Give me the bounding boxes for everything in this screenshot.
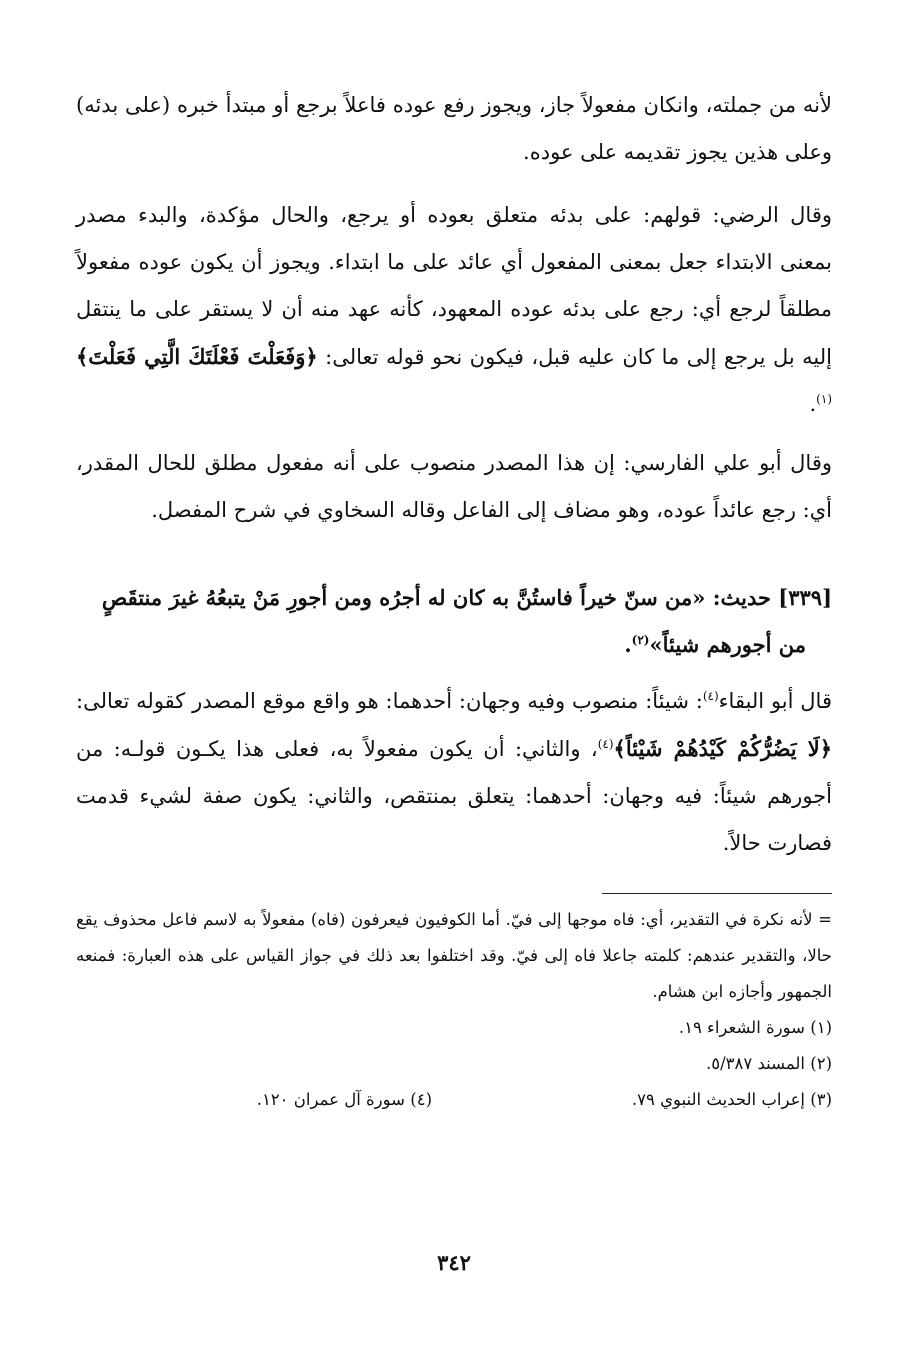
paragraph-3-text: وقال أبو علي الفارسي: إن هذا المصدر منصوب على أنه مفعول مطلق للحال المقدر، أي: رجع عائداً عوده، وهو مضاف إلى الفاعل وقاله السخاوي في شرح المفصل. — [76, 451, 832, 522]
paragraph-1-text: لأنه من جملته، وانكان مفعولاً جاز، ويجوز رفع عوده فاعلاً برجع أو مبتدأ خبره (على بدئه) وعلى هذين يجوز تقديمه على عوده. — [76, 93, 832, 164]
hadith-label: حديث: — [712, 585, 771, 610]
footnote-2: (٢) المسند ٥/٣٨٧. — [705, 1054, 832, 1073]
paragraph-1 — [76, 82, 832, 176]
hadith-text-2: من أجورهم شيئاً» — [649, 632, 806, 657]
paragraph-4 — [76, 678, 832, 867]
paragraph-4-b: : شيئاً: منصوب وفيه وجهان: أحدهما: هو واقع موقع المصدر كقوله تعالى: — [76, 689, 703, 713]
paragraph-2-text: وقال الرضي: قولهم: على بدئه متعلق بعوده أو يرجع، والحال مؤكدة، والبدء مصدر بمعنى الابتداء جعل بمعنى المفعول أي عائد على ما ابتداء. ويجوز أن يكون عوده مفعولاً مطلقاً لرجع أي: رجع على بدئه عوده المعهود، كأنه عهد منه أن لا يستقر على ما ينتقل إليه بل يرجع إلى ما كان عليه قبل، فيكون نحو قوله تعالى: — [76, 203, 832, 369]
page-number: ٣٤٢ — [437, 1250, 471, 1275]
footnote-divider — [602, 893, 832, 894]
hadith-entry — [76, 574, 832, 668]
hadith-continuation — [76, 621, 832, 668]
paragraph-2-end: . — [809, 392, 817, 416]
footnote-ref-2: (٢) — [631, 633, 650, 647]
footnotes — [76, 902, 832, 1118]
hadith-number: [٣٣٩] — [778, 585, 832, 610]
quran-verse: ﴿وَفَعَلْتَ فَعْلَتَكَ الَّتِي فَعَلْتَ﴾ — [76, 344, 318, 369]
quran-verse-2: ﴿لَا يَضُرُّكُمْ كَيْدُهُمْ شَيْئاً﴾ — [613, 736, 832, 761]
hadith-end: . — [624, 632, 632, 657]
footnote-row — [76, 1082, 832, 1118]
footnote-3: (٣) إعراب الحديث النبوي ٧٩. — [631, 1090, 832, 1109]
footnote-4: (٤) سورة آل عمران ١٢٠. — [256, 1090, 432, 1109]
footnote-1: (١) سورة الشعراء ١٩. — [678, 1018, 832, 1037]
footnote-ref-4b: (٤) — [597, 737, 614, 751]
section-gap — [76, 546, 832, 574]
paragraph-4-c: ، والثاني: أن يكون مفعولاً به، فعلى هذا يكـون قولـه: من أجورهم شيئاً: فيه وجهان: أحدهما: يتعلق بمنتقص، والثاني: يكون صفة لشيء قدمت فصارت حالاً. — [76, 737, 832, 855]
paragraph-2 — [76, 192, 832, 428]
footnote-ref-4a: (٤) — [702, 689, 719, 703]
paragraph-4-a: قال أبو البقاء — [718, 689, 832, 713]
hadith-text: «من سنّ خيراً فاستُنَّ به كان له أجرُه ومن أجورِ مَنْ يتبعُهُ غيرَ منتقَصٍ — [101, 585, 706, 610]
page-body — [76, 82, 832, 1118]
paragraph-3 — [76, 440, 832, 534]
footnote-continuation: = لأنه نكرة في التقدير، أي: فاه موجها إلى فيّ. أما الكوفيون فيعرفون (فاه) مفعولاً به لاسم فاعل محذوف يقع حالا، والتقدير عندهم: كلمته جاعلا فاه إلى فيّ. وقد اختلفوا بعد ذلك في جواز القياس على هذه العبارة: فمنعه الجمهور وأجازه ابن هشام. — [76, 910, 832, 1001]
footnote-ref-1: (١) — [816, 392, 832, 406]
